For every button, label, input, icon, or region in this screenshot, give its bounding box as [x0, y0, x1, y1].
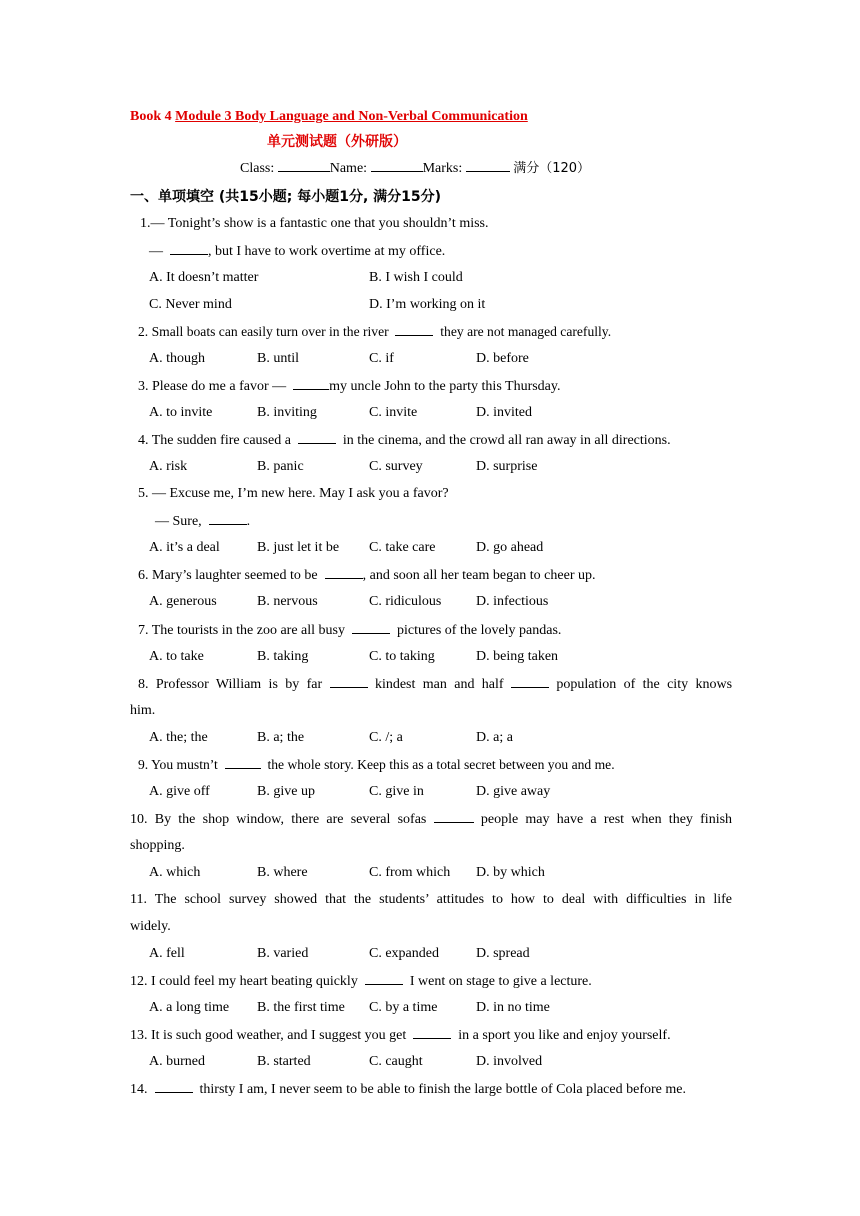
answer-blank — [293, 377, 329, 390]
question-12-option-c[interactable]: C. by a time — [369, 1000, 438, 1015]
question-14-stem: 14. thirsty I am, I never seem to be able to finish the large bottle of Cola placed before me. — [130, 1082, 686, 1097]
question-8-option-c[interactable]: C. /; a — [369, 730, 403, 745]
question-7-option-c[interactable]: C. to taking — [369, 649, 435, 664]
question-3-option-b[interactable]: B. inviting — [257, 405, 317, 420]
question-5-stem: 5. — Excuse me, I’m new here. May I ask you a favor? — [138, 486, 449, 501]
question-11-option-a[interactable]: A. fell — [149, 946, 185, 961]
question-5-option-c[interactable]: C. take care — [369, 540, 436, 555]
question-8-option-d[interactable]: D. a; a — [476, 730, 513, 745]
question-6-option-a[interactable]: A. generous — [149, 594, 217, 609]
question-10-option-d[interactable]: D. by which — [476, 865, 545, 880]
question-9-stem: 9. You mustn’t the whole story. Keep this as a total secret between you and me. — [138, 757, 615, 772]
question-5-option-d[interactable]: D. go ahead — [476, 540, 544, 555]
question-11-option-c[interactable]: C. expanded — [369, 946, 439, 961]
question-8-option-b[interactable]: B. a; the — [257, 730, 305, 745]
question-7-option-d[interactable]: D. being taken — [476, 649, 559, 664]
question-1-stem: 1.— Tonight’s show is a fantastic one that you shouldn’t miss. — [140, 216, 489, 231]
class-blank[interactable] — [278, 159, 330, 172]
marks-label: Marks: — [422, 161, 463, 176]
question-12-option-a[interactable]: A. a long time — [149, 1000, 230, 1015]
question-12-option-d[interactable]: D. in no time — [476, 1000, 550, 1015]
answer-blank — [225, 756, 261, 769]
question-13-stem: 13. It is such good weather, and I suggest you get in a sport you like and enjoy yourself. — [130, 1028, 671, 1043]
question-8-stem-cont: him. — [130, 703, 156, 718]
question-2-option-a[interactable]: A. though — [149, 351, 205, 366]
section-heading: 一、单项填空 (共15小题; 每小题1分, 满分15分) — [130, 189, 442, 205]
question-1-option-c[interactable]: C. Never mind — [149, 297, 232, 312]
answer-blank — [413, 1026, 451, 1039]
question-7-option-a[interactable]: A. to take — [149, 649, 204, 664]
question-6-option-c[interactable]: C. ridiculous — [369, 594, 442, 609]
answer-blank — [155, 1080, 193, 1093]
question-5-reply: — Sure, . — [155, 514, 251, 529]
title-prefix: Book 4 — [130, 109, 176, 124]
question-13-option-a[interactable]: A. burned — [149, 1054, 205, 1069]
question-12-option-b[interactable]: B. the first time — [257, 1000, 345, 1015]
answer-blank — [434, 810, 474, 823]
question-9-option-a[interactable]: A. give off — [149, 784, 210, 799]
question-7-option-b[interactable]: B. taking — [257, 649, 309, 664]
student-info-line — [240, 157, 590, 177]
marks-blank[interactable] — [466, 159, 510, 172]
answer-blank — [298, 431, 336, 444]
question-2-option-b[interactable]: B. until — [257, 351, 300, 366]
question-3-stem: 3. Please do me a favor — my uncle John to the party this Thursday. — [138, 379, 561, 394]
question-4-option-a[interactable]: A. risk — [149, 459, 188, 474]
class-label: Class: — [240, 161, 275, 176]
question-3-option-c[interactable]: C. invite — [369, 405, 418, 420]
total-score: 满分（120） — [513, 161, 591, 176]
question-4-option-b[interactable]: B. panic — [257, 459, 304, 474]
question-3-option-a[interactable]: A. to invite — [149, 405, 213, 420]
question-5-option-a[interactable]: A. it’s a deal — [149, 540, 220, 555]
question-11-stem: 11. The school survey showed that the students’ attitudes to how to deal with difficulties in life — [130, 892, 732, 907]
question-13-option-c[interactable]: C. caught — [369, 1054, 423, 1069]
question-1-option-d[interactable]: D. I’m working on it — [369, 297, 486, 312]
answer-blank — [365, 972, 403, 985]
question-11-option-b[interactable]: B. varied — [257, 946, 309, 961]
question-9-option-c[interactable]: C. give in — [369, 784, 424, 799]
question-6-option-b[interactable]: B. nervous — [257, 594, 318, 609]
question-2-option-d[interactable]: D. before — [476, 351, 529, 366]
question-1-reply: — , but I have to work overtime at my office. — [149, 244, 446, 259]
answer-blank — [209, 512, 247, 525]
question-2-option-c[interactable]: C. if — [369, 351, 394, 366]
question-13-option-b[interactable]: B. started — [257, 1054, 311, 1069]
question-12-stem: 12. I could feel my heart beating quickly I went on stage to give a lecture. — [130, 974, 592, 989]
question-4-option-c[interactable]: C. survey — [369, 459, 423, 474]
question-8-stem: 8. Professor William is by far kindest man and half population of the city knows — [138, 677, 733, 692]
answer-blank — [330, 675, 368, 688]
name-blank[interactable] — [371, 159, 423, 172]
question-1-option-b[interactable]: B. I wish I could — [369, 270, 463, 285]
question-3-option-d[interactable]: D. invited — [476, 405, 532, 420]
question-10-stem-cont: shopping. — [130, 838, 185, 853]
question-5-option-b[interactable]: B. just let it be — [257, 540, 340, 555]
question-9-option-b[interactable]: B. give up — [257, 784, 315, 799]
question-2-stem: 2. Small boats can easily turn over in the river they are not managed carefully. — [138, 324, 612, 339]
question-10-option-b[interactable]: B. where — [257, 865, 308, 880]
question-4-option-d[interactable]: D. surprise — [476, 459, 538, 474]
answer-blank — [395, 323, 433, 336]
question-10-stem: 10. By the shop window, there are several sofas people may have a rest when they finish — [130, 812, 733, 827]
question-1-option-a[interactable]: A. It doesn’t matter — [149, 270, 259, 285]
answer-blank — [511, 675, 549, 688]
question-11-stem-cont: widely. — [130, 919, 171, 934]
question-11-option-d[interactable]: D. spread — [476, 946, 530, 961]
question-7-stem: 7. The tourists in the zoo are all busy pictures of the lovely pandas. — [138, 623, 562, 638]
title-main: Module 3 Body Language and Non-Verbal Communication — [175, 109, 528, 124]
question-10-option-c[interactable]: C. from which — [369, 865, 451, 880]
document-subtitle: 单元测试题（外研版） — [267, 134, 407, 150]
question-8-option-a[interactable]: A. the; the — [149, 730, 208, 745]
question-13-option-d[interactable]: D. involved — [476, 1054, 543, 1069]
question-4-stem: 4. The sudden fire caused a in the cinema, and the crowd all ran away in all directions. — [138, 433, 671, 448]
question-9-option-d[interactable]: D. give away — [476, 784, 551, 799]
answer-blank — [325, 566, 363, 579]
answer-blank — [170, 242, 208, 255]
question-6-stem: 6. Mary’s laughter seemed to be , and soon all her team began to cheer up. — [138, 568, 596, 583]
document-title — [130, 109, 528, 125]
answer-blank — [352, 621, 390, 634]
question-6-option-d[interactable]: D. infectious — [476, 594, 549, 609]
name-label: Name: — [329, 161, 368, 176]
question-10-option-a[interactable]: A. which — [149, 865, 201, 880]
